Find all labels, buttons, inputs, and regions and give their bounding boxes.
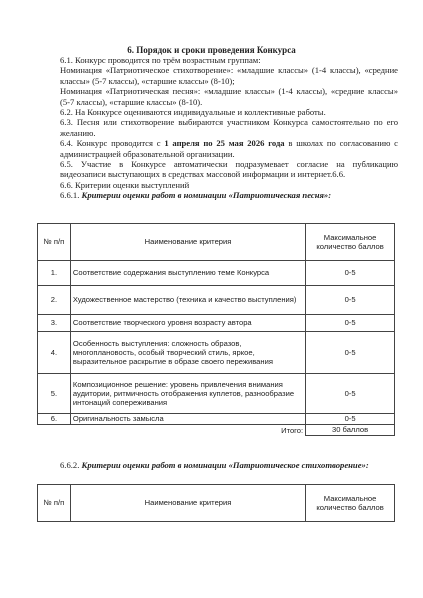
header-number: № п/п <box>38 224 71 261</box>
section-body <box>60 55 398 201</box>
paragraph-nomination-poem: Номинация «Патриотическое стихотворение»: «младшие классы» (1-4 классы), «средние классы» (5-7 классы), «старшие классы» (8-10); <box>60 65 398 86</box>
row-criterion: Художественное мастерство (техника и качество выступления) <box>70 286 305 315</box>
paragraph-6-6-1 <box>60 190 398 200</box>
subsection-title: Критерии оценки работ в номинации «Патриотическое стихотворение»: <box>81 460 369 470</box>
row-number: 6. <box>38 414 71 425</box>
row-criterion: Композиционное решение: уровень привлечения внимания аудитории, ритмичность отображения куплетов, разнообразие интонаций сопереживания <box>70 374 305 414</box>
row-number: 1. <box>38 261 71 286</box>
subsection-number: 6.6.1. <box>60 190 82 201</box>
paragraph-6-4-end: в школах по согласованию с администрацией образовательной организации. <box>60 138 398 159</box>
table-row <box>38 374 395 414</box>
table-row <box>38 315 395 332</box>
total-value: 30 баллов <box>306 425 395 436</box>
table-row <box>38 261 395 286</box>
row-score: 0-5 <box>306 414 395 425</box>
header-max-score: Максимальное количество баллов <box>306 224 395 261</box>
header-number: № п/п <box>38 485 71 522</box>
header-max-score: Максимальное количество баллов <box>306 485 395 522</box>
row-score: 0-5 <box>306 332 395 374</box>
row-criterion: Соответствие содержания выступлению теме Конкурса <box>70 261 305 286</box>
table-row <box>38 286 395 315</box>
row-number: 3. <box>38 315 71 332</box>
table-row <box>38 414 395 425</box>
paragraph-6-5: 6.5. Участие в Конкурсе автоматически подразумевает согласие на публикацию видеозаписи выступающих в средствах массовой информации и интернет.6.6. <box>60 159 398 180</box>
row-criterion: Соответствие творческого уровня возрасту автора <box>70 315 305 332</box>
table-row <box>38 332 395 374</box>
paragraph-6-1: 6.1. Конкурс проводится по трём возрастным группам: <box>60 55 261 65</box>
contest-dates: 1 апреля по 25 мая 2026 года <box>164 138 285 149</box>
paragraph-6-2: 6.2. На Конкурсе оцениваются индивидуальные и коллективные работы. <box>60 107 326 118</box>
row-number: 5. <box>38 374 71 414</box>
row-criterion: Оригинальность замысла <box>70 414 305 425</box>
row-number: 2. <box>38 286 71 315</box>
paragraph-6-3: 6.3. Песня или стихотворение выбираются участником Конкурса самостоятельно по его желанию. <box>60 117 398 138</box>
subsection-title: Критерии оценки работ в номинации «Патриотическая песня»: <box>81 190 332 201</box>
total-label: Итого: <box>70 425 305 436</box>
header-criterion: Наименование критерия <box>70 224 305 261</box>
total-row <box>38 425 395 436</box>
row-score: 0-5 <box>306 315 395 332</box>
row-number: 4. <box>38 332 71 374</box>
row-score: 0-5 <box>306 286 395 315</box>
subsection-6-6-2 <box>60 460 405 470</box>
row-score: 0-5 <box>306 374 395 414</box>
criteria-table-song <box>37 223 395 436</box>
row-score: 0-5 <box>306 261 395 286</box>
subsection-number: 6.6.2. <box>60 460 82 470</box>
paragraph-6-4-start: 6.4. Конкурс проводится с <box>60 138 165 149</box>
paragraph-6-4 <box>60 138 398 159</box>
paragraph-6-6: 6.6. Критерии оценки выступлений <box>60 179 190 190</box>
section-heading: 6. Порядок и сроки проведения Конкурса <box>127 45 296 55</box>
header-criterion: Наименование критерия <box>70 485 305 522</box>
paragraph-nomination-song: Номинация «Патриотическая песня»: «младшие классы» (1-4 классы), «средние классы» (5-7 классы), «старшие классы» (8-10). <box>60 86 398 107</box>
criteria-table-poem <box>37 484 395 522</box>
row-criterion: Особенность выступления: сложность образов, многоплановость, особый творческий стиль, яркое, выразительное раскрытие в образе своего переживания <box>70 332 305 374</box>
